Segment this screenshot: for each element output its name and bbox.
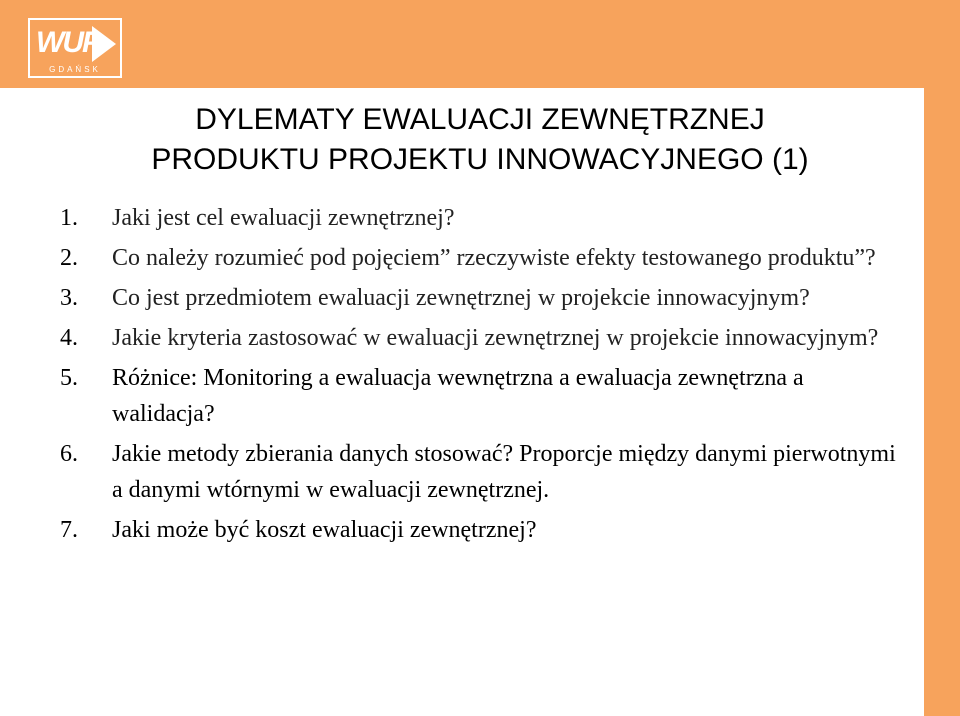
- item-text: Jaki może być koszt ewaluacji zewnętrznej?: [112, 517, 537, 543]
- item-number: 1.: [60, 205, 78, 231]
- list-item: [60, 320, 910, 356]
- slide-title: [60, 100, 900, 180]
- list-item: [60, 200, 910, 236]
- slide-title-line-1: DYLEMATY EWALUACJI ZEWNĘTRZNEJ: [195, 103, 765, 136]
- list-item: [60, 512, 910, 548]
- list-item: [60, 360, 910, 432]
- item-number: 3.: [60, 285, 78, 311]
- item-number: 2.: [60, 245, 78, 271]
- header-band: [0, 0, 960, 88]
- item-number: 6.: [60, 441, 78, 467]
- item-number: 7.: [60, 517, 78, 543]
- item-text: Co należy rozumieć pod pojęciem” rzeczywiste efekty testowanego produktu”?: [112, 245, 876, 271]
- question-list: [60, 200, 910, 552]
- list-item: [60, 280, 910, 316]
- item-text: Jakie kryteria zastosować w ewaluacji zewnętrznej w projekcie innowacyjnym?: [112, 325, 879, 351]
- item-text: Jaki jest cel ewaluacji zewnętrznej?: [112, 205, 455, 231]
- item-number: 4.: [60, 325, 78, 351]
- item-number: 5.: [60, 365, 78, 391]
- item-text: Co jest przedmiotem ewaluacji zewnętrznej w projekcie innowacyjnym?: [112, 285, 810, 311]
- list-item: [60, 436, 910, 508]
- slide-title-line-2: PRODUKTU PROJEKTU INNOWACYJNEGO (1): [151, 143, 809, 176]
- list-item: [60, 240, 910, 276]
- logo-subtitle: GDAŃSK: [49, 65, 101, 74]
- logo-text: WUP: [36, 26, 100, 59]
- item-text: Różnice: Monitoring a ewaluacja wewnętrzna a ewaluacja zewnętrzna a walidacja?: [112, 365, 804, 427]
- item-text: Jakie metody zbierania danych stosować? Proporcje między danymi pierwotnymi a danymi wtórnymi w ewaluacji zewnętrznej.: [112, 441, 896, 503]
- wup-logo: [28, 18, 122, 78]
- side-band: [924, 88, 960, 716]
